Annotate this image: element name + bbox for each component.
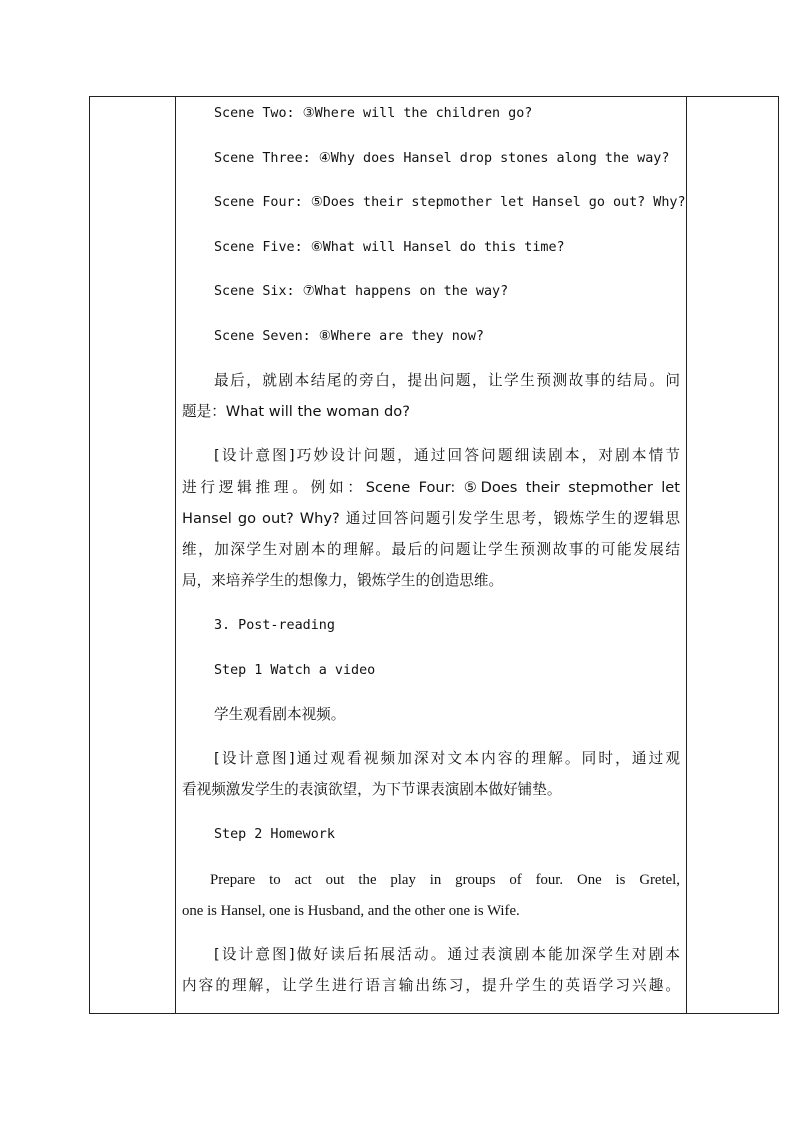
- design-intent-3-line-2: 内容的理解，让学生进行语言输出练习，提升学生的英语学习兴趣。: [182, 977, 680, 994]
- design-intent-2-line-2: 看视频激发学生的表演欲望，为下节课表演剧本做好铺垫。: [182, 781, 562, 798]
- homework-line-2: one is Hansel, one is Husband, and the other one is Wife.: [182, 903, 520, 919]
- scene-two-question: Scene Two: ③Where will the children go?: [214, 106, 533, 121]
- ending-question-line-2: 题是：What will the woman do?: [182, 403, 410, 420]
- scene-six-question: Scene Six: ⑦What happens on the way?: [214, 284, 509, 299]
- scene-five-question: Scene Five: ⑥What will Hansel do this time?: [214, 240, 565, 255]
- right-column-divider: [686, 97, 687, 1013]
- design-intent-3-line-1: [设计意图]做好读后拓展活动。通过表演剧本能加深学生对剧本: [214, 946, 680, 963]
- left-column-divider: [175, 97, 176, 1013]
- design-intent-1-line-3: Hansel go out? Why? 通过回答问题引发学生思考，锻炼学生的逻辑思: [182, 510, 680, 527]
- design-intent-1-line-4: 维，加深学生对剧本的理解。最后的问题让学生预测故事的可能发展结: [182, 541, 680, 558]
- design-intent-2-line-1: [设计意图]通过观看视频加深对文本内容的理解。同时，通过观: [214, 750, 680, 767]
- design-intent-1-line-2: 进行逻辑推理。例如：Scene Four: ⑤Does their stepmother let: [182, 479, 680, 496]
- design-intent-1-line-5: 局，来培养学生的想像力，锻炼学生的创造思维。: [182, 572, 504, 589]
- homework-line-1: Prepare to act out the play in groups of four. One is Gretel,: [210, 872, 680, 888]
- post-reading-heading: 3. Post-reading: [214, 618, 335, 633]
- design-intent-1-line-1: [设计意图]巧妙设计问题，通过回答问题细读剧本，对剧本情节: [214, 447, 680, 464]
- lesson-table: [89, 96, 779, 1014]
- scene-seven-question: Scene Seven: ⑧Where are they now?: [214, 329, 484, 344]
- ending-question-line-1: 最后，就剧本结尾的旁白，提出问题，让学生预测故事的结局。问: [214, 372, 680, 389]
- step-1-description: 学生观看剧本视频。: [214, 706, 346, 723]
- step-1-title: Step 1 Watch a video: [214, 663, 376, 678]
- scene-three-question: Scene Three: ④Why does Hansel drop stones along the way?: [214, 151, 670, 166]
- step-2-title: Step 2 Homework: [214, 827, 335, 842]
- scene-four-question: Scene Four: ⑤Does their stepmother let Hansel go out? Why?: [214, 195, 686, 210]
